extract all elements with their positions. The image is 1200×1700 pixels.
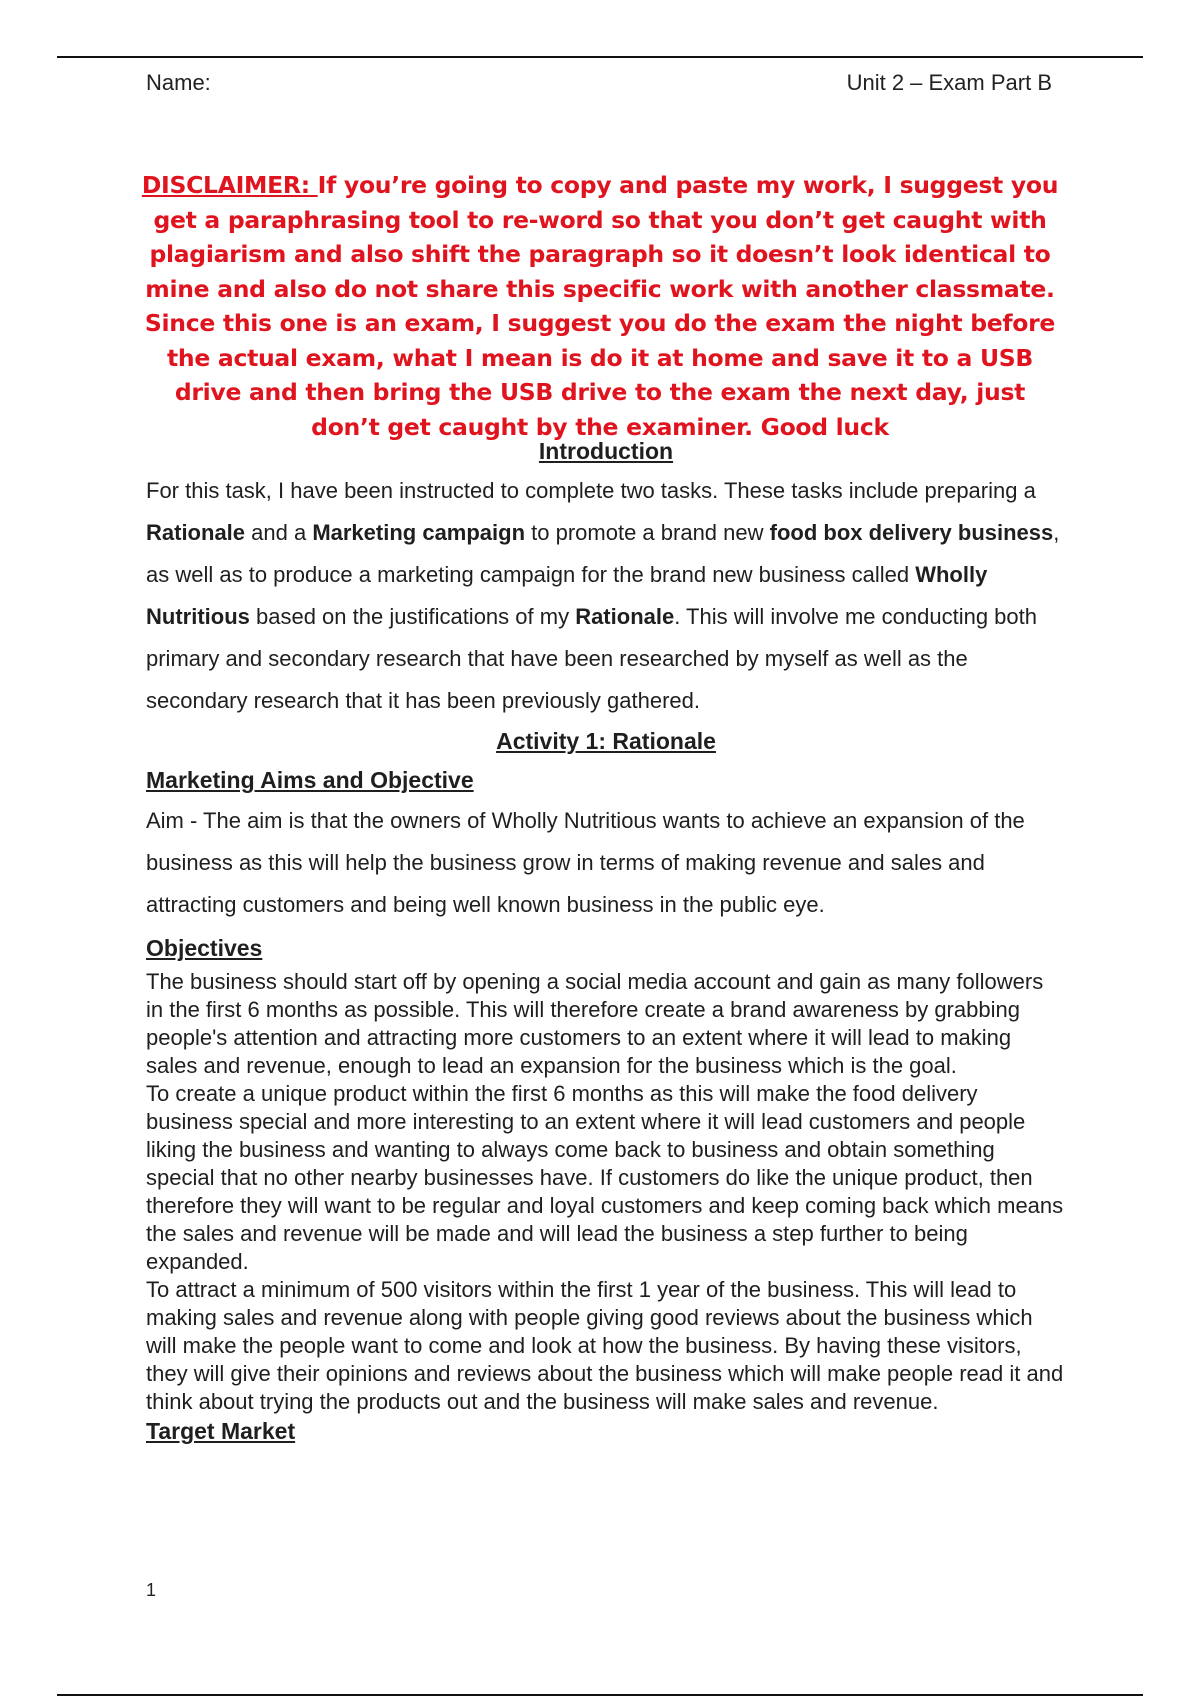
- intro-text: based on the justifications of my: [249, 604, 576, 629]
- intro-text: , as well as to produce a marketing campaign for the brand new business called: [146, 520, 1060, 587]
- intro-bold: Wholly Nutritious: [146, 562, 988, 629]
- introduction-paragraph: [146, 470, 1066, 722]
- intro-bold: Marketing campaign: [312, 520, 526, 545]
- objective-paragraph: The business should start off by opening a social media account and gain as many followers in the first 6 months as possible. This will therefore create a brand awareness by grabbing people's attention and attracting more customers to an extent where it will lead to making sales and revenue, enough to lead an expansion for the business which is the goal.: [146, 969, 1044, 1078]
- intro-text: . This will involve me conducting both primary and secondary research that have been researched by myself as well as the secondary research that it has been previously gathered.: [146, 604, 1037, 713]
- exam-title: Unit 2 – Exam Part B: [846, 70, 1052, 95]
- objective-paragraph: To attract a minimum of 500 visitors within the first 1 year of the business. This will lead to making sales and revenue along with people giving good reviews about the business which will make the people want to come and look at how the business. By having these visitors, they will give their opinions and reviews about the business which will make people read it and think about trying the products out and the business will make sales and revenue.: [146, 1277, 1064, 1414]
- objective-paragraph: To create a unique product within the first 6 months as this will make the food delivery business special and more interesting to an extent where it will lead customers and people liking the business and wanting to always come back to business and obtain something special that no other nearby businesses have. If customers do like the unique product, then therefore they will want to be regular and loyal customers and keep coming back which means the sales and revenue will be made and will lead the business a step further to being expanded.: [146, 1081, 1064, 1274]
- aim-paragraph: Aim - The aim is that the owners of Wholly Nutritious wants to achieve an expansion of the business as this will help the business grow in terms of making revenue and sales and attracting customers and being well known business in the public eye.: [146, 808, 1025, 917]
- intro-text: For this task, I have been instructed to complete two tasks. These tasks include preparing a: [146, 478, 1036, 503]
- page-number: 1: [146, 1580, 157, 1600]
- disclaimer: [140, 168, 1060, 444]
- disclaimer-label: DISCLAIMER:: [141, 171, 318, 199]
- activity1-title: Activity 1: Rationale: [496, 728, 716, 754]
- disclaimer-text: If you’re going to copy and paste my work, I suggest you get a paraphrasing tool to re-word so that you don’t get caught with plagiarism and also shift the paragraph so it doesn’t look identical to mine and also do not share this specific work with another classmate. Since this one is an exam, I suggest you do the exam the night before the actual exam, what I mean is do it at home and save it to a USB drive and then bring the USB drive to the exam the next day, just don’t get caught by the examiner. Good luck: [144, 171, 1059, 441]
- name-label: Name:: [146, 70, 211, 95]
- intro-bold: Rationale: [575, 604, 675, 629]
- objectives-title: Objectives: [146, 935, 263, 961]
- intro-bold: Rationale: [146, 520, 246, 545]
- page-header: [146, 70, 1052, 100]
- target-market-title: Target Market: [146, 1418, 296, 1444]
- bottom-rule: [57, 1694, 1143, 1696]
- intro-text: and a: [245, 520, 313, 545]
- aims-title: Marketing Aims and Objective: [146, 767, 474, 793]
- introduction-title: Introduction: [538, 438, 674, 464]
- intro-text: to promote a brand new: [525, 520, 770, 545]
- document-body: [146, 432, 1066, 1446]
- intro-bold: food box delivery business: [769, 520, 1054, 545]
- top-rule: [57, 56, 1143, 58]
